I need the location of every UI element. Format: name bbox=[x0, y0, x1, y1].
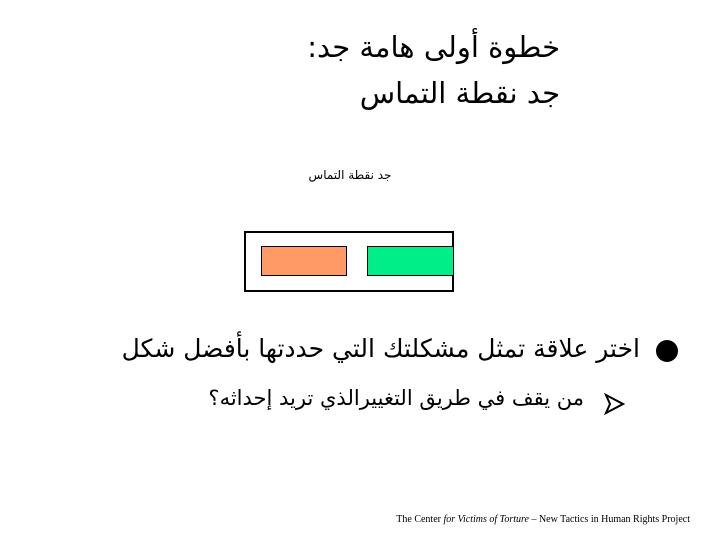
bullet-text: اختر علاقة تمثل مشكلتك التي حددتها بأفضل شكل bbox=[121, 334, 640, 363]
footer-suffix: – New Tactics in Human Rights Project bbox=[528, 514, 690, 525]
title-line-1: خطوة أولى هامة جد: bbox=[307, 30, 560, 64]
arrowhead-bullet-icon bbox=[603, 393, 625, 415]
diagram-caption: جد نقطة التماس bbox=[308, 168, 392, 182]
title-line-2: جد نقطة التماس bbox=[359, 76, 560, 110]
bullet-dot-icon bbox=[656, 340, 678, 362]
footer-italic: for Victims of Torture bbox=[443, 514, 529, 525]
footer-credit bbox=[396, 514, 690, 525]
green-rectangle bbox=[367, 246, 454, 276]
footer-prefix: The Center bbox=[396, 514, 444, 525]
arrowhead-shape bbox=[606, 395, 623, 413]
sub-bullet-text: من يقف في طريق التغييرالذي تريد إحداثه؟ bbox=[208, 386, 584, 410]
diagram-frame bbox=[244, 231, 454, 292]
orange-rectangle bbox=[261, 246, 347, 276]
